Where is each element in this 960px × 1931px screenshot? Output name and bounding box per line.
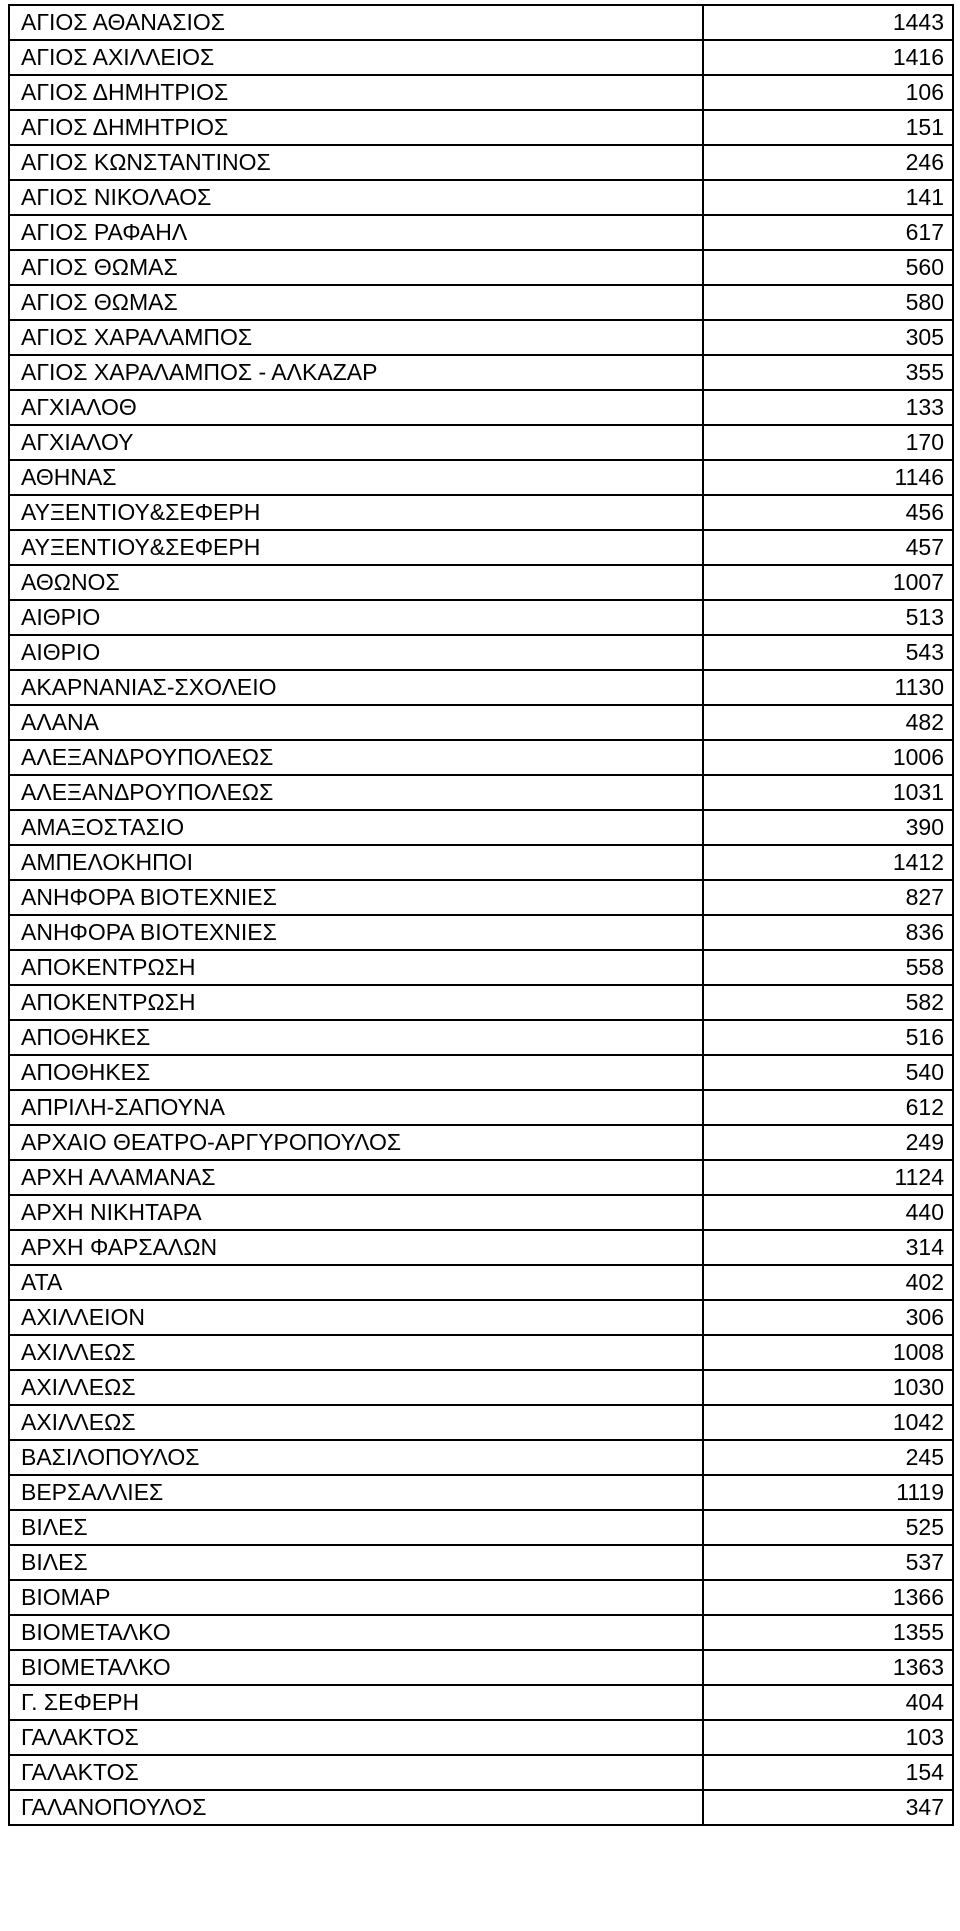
stop-name-cell: ΒΙΛΕΣ: [9, 1510, 703, 1545]
stop-name-cell: ΑΡΧΗ ΦΑΡΣΑΛΩΝ: [9, 1230, 703, 1265]
stop-name-cell: ΑΜΑΞΟΣΤΑΣΙΟ: [9, 810, 703, 845]
table-row: [9, 915, 953, 950]
stop-code-cell: 482: [703, 705, 953, 740]
stop-code-cell: 440: [703, 1195, 953, 1230]
stop-code-cell: 516: [703, 1020, 953, 1055]
stop-name-cell: ΑΓΙΟΣ ΚΩΝΣΤΑΝΤΙΝΟΣ: [9, 145, 703, 180]
stop-code-cell: 355: [703, 355, 953, 390]
stop-code-cell: 1124: [703, 1160, 953, 1195]
stop-code-cell: 106: [703, 75, 953, 110]
table-row: [9, 1335, 953, 1370]
table-row: [9, 1405, 953, 1440]
stop-name-cell: Γ. ΣΕΦΕΡΗ: [9, 1685, 703, 1720]
table-row: [9, 215, 953, 250]
stop-code-cell: 1031: [703, 775, 953, 810]
stop-name-cell: ΑΙΘΡΙΟ: [9, 600, 703, 635]
stop-name-cell: ΒΙΟΜΕΤΑΛΚΟ: [9, 1615, 703, 1650]
stop-code-cell: 306: [703, 1300, 953, 1335]
stop-code-cell: 525: [703, 1510, 953, 1545]
stop-code-cell: 612: [703, 1090, 953, 1125]
stop-code-cell: 1042: [703, 1405, 953, 1440]
stop-name-cell: ΑΝΗΦΟΡΑ ΒΙΟΤΕΧΝΙΕΣ: [9, 880, 703, 915]
stop-name-cell: ΑΧΙΛΛΕΙΟΝ: [9, 1300, 703, 1335]
table-row: [9, 145, 953, 180]
table-row: [9, 950, 953, 985]
table-row: [9, 1160, 953, 1195]
table-row: [9, 1265, 953, 1300]
stop-name-cell: ΓΑΛΑΚΤΟΣ: [9, 1755, 703, 1790]
stop-name-cell: ΑΠΟΚΕΝΤΡΩΣΗ: [9, 985, 703, 1020]
stop-code-cell: 305: [703, 320, 953, 355]
stop-code-cell: 1363: [703, 1650, 953, 1685]
table-row: [9, 1020, 953, 1055]
stop-name-cell: ΑΡΧΑΙΟ ΘΕΑΤΡΟ-ΑΡΓΥΡΟΠΟΥΛΟΣ: [9, 1125, 703, 1160]
stop-code-cell: 543: [703, 635, 953, 670]
stop-code-cell: 456: [703, 495, 953, 530]
stop-name-cell: ΑΠΡΙΛΗ-ΣΑΠΟΥΝΑ: [9, 1090, 703, 1125]
stop-name-cell: ΑΓΙΟΣ ΔΗΜΗΤΡΙΟΣ: [9, 75, 703, 110]
stop-code-cell: 249: [703, 1125, 953, 1160]
stop-code-cell: 537: [703, 1545, 953, 1580]
stop-code-cell: 827: [703, 880, 953, 915]
stop-code-cell: 836: [703, 915, 953, 950]
stop-name-cell: ΒΑΣΙΛΟΠΟΥΛΟΣ: [9, 1440, 703, 1475]
stop-code-cell: 314: [703, 1230, 953, 1265]
stop-code-cell: 558: [703, 950, 953, 985]
stop-code-cell: 151: [703, 110, 953, 145]
stops-table-body: [9, 5, 953, 1825]
table-row: [9, 1055, 953, 1090]
stop-name-cell: ΑΧΙΛΛΕΩΣ: [9, 1370, 703, 1405]
table-row: [9, 250, 953, 285]
table-row: [9, 1300, 953, 1335]
stop-code-cell: 141: [703, 180, 953, 215]
stop-name-cell: ΑΓΙΟΣ ΧΑΡΑΛΑΜΠΟΣ: [9, 320, 703, 355]
stop-code-cell: 1443: [703, 5, 953, 40]
stop-code-cell: 1412: [703, 845, 953, 880]
stop-name-cell: ΑΓΙΟΣ ΘΩΜΑΣ: [9, 250, 703, 285]
stop-code-cell: 617: [703, 215, 953, 250]
stop-name-cell: ΑΓΙΟΣ ΘΩΜΑΣ: [9, 285, 703, 320]
table-row: [9, 740, 953, 775]
stop-code-cell: 170: [703, 425, 953, 460]
stop-name-cell: ΑΡΧΗ ΑΛΑΜΑΝΑΣ: [9, 1160, 703, 1195]
stop-code-cell: 513: [703, 600, 953, 635]
stops-table: [8, 4, 954, 1826]
stops-table-container: [8, 4, 952, 1826]
stop-code-cell: 246: [703, 145, 953, 180]
stop-code-cell: 1030: [703, 1370, 953, 1405]
table-row: [9, 1510, 953, 1545]
stop-name-cell: ΑΜΠΕΛΟΚΗΠΟΙ: [9, 845, 703, 880]
table-row: [9, 495, 953, 530]
stop-name-cell: ΓΑΛΑΚΤΟΣ: [9, 1720, 703, 1755]
table-row: [9, 810, 953, 845]
table-row: [9, 635, 953, 670]
table-row: [9, 355, 953, 390]
table-row: [9, 1755, 953, 1790]
stop-name-cell: ΑΝΗΦΟΡΑ ΒΙΟΤΕΧΝΙΕΣ: [9, 915, 703, 950]
table-row: [9, 845, 953, 880]
stop-name-cell: ΒΙΟΜΑΡ: [9, 1580, 703, 1615]
table-row: [9, 1475, 953, 1510]
table-row: [9, 285, 953, 320]
stop-name-cell: ΑΠΟΚΕΝΤΡΩΣΗ: [9, 950, 703, 985]
stop-name-cell: ΑΓΙΟΣ ΧΑΡΑΛΑΜΠΟΣ - ΑΛΚΑΖΑΡ: [9, 355, 703, 390]
stop-code-cell: 133: [703, 390, 953, 425]
table-row: [9, 1545, 953, 1580]
stop-code-cell: 457: [703, 530, 953, 565]
stop-code-cell: 1119: [703, 1475, 953, 1510]
stop-name-cell: ΑΓΙΟΣ ΝΙΚΟΛΑΟΣ: [9, 180, 703, 215]
stop-name-cell: ΑΓΙΟΣ ΔΗΜΗΤΡΙΟΣ: [9, 110, 703, 145]
table-row: [9, 565, 953, 600]
stop-code-cell: 103: [703, 1720, 953, 1755]
stop-name-cell: ΑΓΙΟΣ ΡΑΦΑΗΛ: [9, 215, 703, 250]
stop-name-cell: ΑΓΙΟΣ ΑΧΙΛΛΕΙΟΣ: [9, 40, 703, 75]
stop-name-cell: ΑΓΧΙΑΛΟΥ: [9, 425, 703, 460]
stop-code-cell: 402: [703, 1265, 953, 1300]
table-row: [9, 600, 953, 635]
stop-name-cell: ΑΛΕΞΑΝΔΡΟΥΠΟΛΕΩΣ: [9, 775, 703, 810]
stop-code-cell: 347: [703, 1790, 953, 1825]
stop-code-cell: 154: [703, 1755, 953, 1790]
stop-code-cell: 1007: [703, 565, 953, 600]
table-row: [9, 880, 953, 915]
table-row: [9, 1580, 953, 1615]
stop-code-cell: 582: [703, 985, 953, 1020]
table-row: [9, 75, 953, 110]
table-row: [9, 775, 953, 810]
table-row: [9, 1125, 953, 1160]
table-row: [9, 1230, 953, 1265]
table-row: [9, 390, 953, 425]
stop-name-cell: ΑΧΙΛΛΕΩΣ: [9, 1335, 703, 1370]
stop-code-cell: 540: [703, 1055, 953, 1090]
stop-code-cell: 1008: [703, 1335, 953, 1370]
stop-name-cell: ΒΙΟΜΕΤΑΛΚΟ: [9, 1650, 703, 1685]
table-row: [9, 320, 953, 355]
table-row: [9, 5, 953, 40]
table-row: [9, 1615, 953, 1650]
table-row: [9, 530, 953, 565]
stop-name-cell: ΑΛΕΞΑΝΔΡΟΥΠΟΛΕΩΣ: [9, 740, 703, 775]
table-row: [9, 1195, 953, 1230]
stop-code-cell: 580: [703, 285, 953, 320]
stop-name-cell: ΑΡΧΗ ΝΙΚΗΤΑΡΑ: [9, 1195, 703, 1230]
stop-name-cell: ΑΛΑΝΑ: [9, 705, 703, 740]
stop-code-cell: 1416: [703, 40, 953, 75]
table-row: [9, 705, 953, 740]
table-row: [9, 1370, 953, 1405]
table-row: [9, 110, 953, 145]
stop-name-cell: ΑΠΟΘΗΚΕΣ: [9, 1020, 703, 1055]
table-row: [9, 1090, 953, 1125]
table-row: [9, 40, 953, 75]
table-row: [9, 180, 953, 215]
stop-name-cell: ΒΕΡΣΑΛΛΙΕΣ: [9, 1475, 703, 1510]
stop-code-cell: 1146: [703, 460, 953, 495]
table-row: [9, 460, 953, 495]
table-row: [9, 1650, 953, 1685]
stop-code-cell: 404: [703, 1685, 953, 1720]
stop-code-cell: 1006: [703, 740, 953, 775]
table-row: [9, 670, 953, 705]
stop-name-cell: ΑΓΧΙΑΛΟΘ: [9, 390, 703, 425]
stop-name-cell: ΑΤΑ: [9, 1265, 703, 1300]
stop-code-cell: 1355: [703, 1615, 953, 1650]
stop-name-cell: ΑΥΞΕΝΤΙΟΥ&ΣΕΦΕΡΗ: [9, 530, 703, 565]
stop-name-cell: ΑΧΙΛΛΕΩΣ: [9, 1405, 703, 1440]
table-row: [9, 1790, 953, 1825]
stop-code-cell: 390: [703, 810, 953, 845]
stop-code-cell: 560: [703, 250, 953, 285]
stop-name-cell: ΑΘΩΝΟΣ: [9, 565, 703, 600]
stop-code-cell: 1130: [703, 670, 953, 705]
stop-code-cell: 245: [703, 1440, 953, 1475]
stop-name-cell: ΑΠΟΘΗΚΕΣ: [9, 1055, 703, 1090]
table-row: [9, 1720, 953, 1755]
stop-name-cell: ΑΙΘΡΙΟ: [9, 635, 703, 670]
stop-code-cell: 1366: [703, 1580, 953, 1615]
stop-name-cell: ΑΚΑΡΝΑΝΙΑΣ-ΣΧΟΛΕΙΟ: [9, 670, 703, 705]
stop-name-cell: ΓΑΛΑΝΟΠΟΥΛΟΣ: [9, 1790, 703, 1825]
table-row: [9, 425, 953, 460]
stop-name-cell: ΒΙΛΕΣ: [9, 1545, 703, 1580]
stop-name-cell: ΑΓΙΟΣ ΑΘΑΝΑΣΙΟΣ: [9, 5, 703, 40]
table-row: [9, 1685, 953, 1720]
stop-name-cell: ΑΘΗΝΑΣ: [9, 460, 703, 495]
table-row: [9, 1440, 953, 1475]
table-row: [9, 985, 953, 1020]
stop-name-cell: ΑΥΞΕΝΤΙΟΥ&ΣΕΦΕΡΗ: [9, 495, 703, 530]
